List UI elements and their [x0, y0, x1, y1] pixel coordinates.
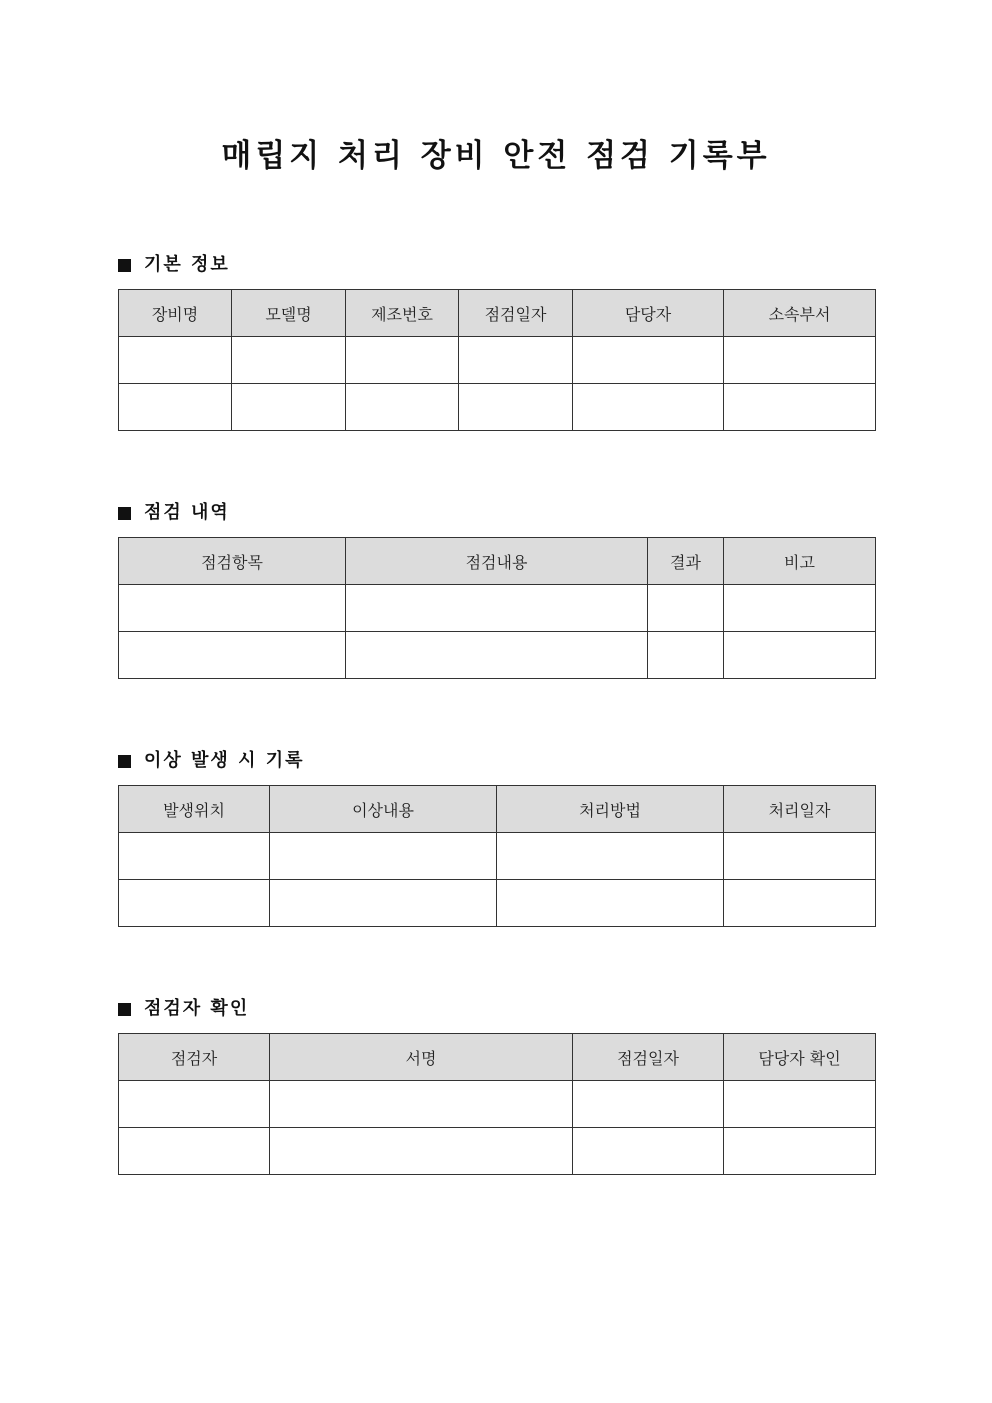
table-cell[interactable] — [270, 1081, 573, 1128]
table-cell[interactable] — [724, 384, 876, 431]
section-heading-inspection-details — [118, 500, 230, 526]
table-cell[interactable] — [119, 337, 232, 384]
column-header: 담당자 확인 — [724, 1034, 876, 1081]
table-row — [119, 880, 876, 927]
table-cell[interactable] — [459, 384, 573, 431]
table-cell[interactable] — [270, 1128, 573, 1175]
table-row — [119, 833, 876, 880]
inspector-confirmation-table — [118, 1033, 876, 1175]
table-cell[interactable] — [573, 1128, 724, 1175]
column-header: 담당자 — [573, 290, 724, 337]
table-cell[interactable] — [573, 1081, 724, 1128]
column-header: 결과 — [648, 538, 724, 585]
table-cell[interactable] — [573, 384, 724, 431]
column-header: 제조번호 — [346, 290, 459, 337]
table-cell[interactable] — [724, 1128, 876, 1175]
column-header: 점검항목 — [119, 538, 346, 585]
column-header: 처리일자 — [724, 786, 876, 833]
table-cell[interactable] — [459, 337, 573, 384]
table-cell[interactable] — [648, 632, 724, 679]
table-cell[interactable] — [346, 384, 459, 431]
basic-info-table — [118, 289, 876, 431]
table-row — [119, 384, 876, 431]
table-cell[interactable] — [346, 632, 648, 679]
column-header: 점검내용 — [346, 538, 648, 585]
column-header: 발생위치 — [119, 786, 270, 833]
table-cell[interactable] — [497, 880, 724, 927]
section-heading-basic-info — [118, 252, 230, 278]
table-cell[interactable] — [232, 337, 346, 384]
table-cell[interactable] — [724, 833, 876, 880]
column-header: 이상내용 — [270, 786, 497, 833]
table-cell[interactable] — [346, 337, 459, 384]
section-heading-inspector-confirmation — [118, 996, 249, 1022]
table-cell[interactable] — [724, 1081, 876, 1128]
section-heading-label: 기본 정보 — [144, 254, 230, 275]
table-cell[interactable] — [119, 632, 346, 679]
table-row — [119, 337, 876, 384]
section-heading-label: 점검 내역 — [144, 502, 230, 523]
table-cell[interactable] — [119, 1128, 270, 1175]
column-header: 소속부서 — [724, 290, 876, 337]
table-cell[interactable] — [724, 632, 876, 679]
table-cell[interactable] — [270, 880, 497, 927]
document-title: 매립지 처리 장비 안전 점검 기록부 — [221, 138, 771, 174]
table-cell[interactable] — [232, 384, 346, 431]
table-cell[interactable] — [648, 585, 724, 632]
column-header: 서명 — [270, 1034, 573, 1081]
column-header: 비고 — [724, 538, 876, 585]
table-cell[interactable] — [346, 585, 648, 632]
table-header-row — [119, 538, 876, 585]
inspection-details-table — [118, 537, 876, 679]
column-header: 장비명 — [119, 290, 232, 337]
table-cell[interactable] — [119, 384, 232, 431]
table-row — [119, 632, 876, 679]
table-cell[interactable] — [497, 833, 724, 880]
table-cell[interactable] — [573, 337, 724, 384]
table-cell[interactable] — [724, 880, 876, 927]
table-header-row — [119, 290, 876, 337]
square-bullet-icon — [118, 507, 131, 520]
abnormality-record-table — [118, 785, 876, 927]
square-bullet-icon — [118, 755, 131, 768]
table-cell[interactable] — [119, 585, 346, 632]
table-header-row — [119, 786, 876, 833]
table-cell[interactable] — [724, 337, 876, 384]
table-row — [119, 1081, 876, 1128]
column-header: 점검일자 — [459, 290, 573, 337]
column-header: 점검일자 — [573, 1034, 724, 1081]
table-cell[interactable] — [119, 1081, 270, 1128]
table-row — [119, 585, 876, 632]
section-heading-abnormality-record — [118, 748, 305, 774]
section-heading-label: 이상 발생 시 기록 — [144, 750, 305, 771]
square-bullet-icon — [118, 259, 131, 272]
table-cell[interactable] — [119, 833, 270, 880]
table-cell[interactable] — [724, 585, 876, 632]
section-heading-label: 점검자 확인 — [144, 998, 250, 1019]
table-cell[interactable] — [119, 880, 270, 927]
table-cell[interactable] — [270, 833, 497, 880]
column-header: 점검자 — [119, 1034, 270, 1081]
table-row — [119, 1128, 876, 1175]
square-bullet-icon — [118, 1003, 131, 1016]
table-header-row — [119, 1034, 876, 1081]
column-header: 모델명 — [232, 290, 346, 337]
column-header: 처리방법 — [497, 786, 724, 833]
